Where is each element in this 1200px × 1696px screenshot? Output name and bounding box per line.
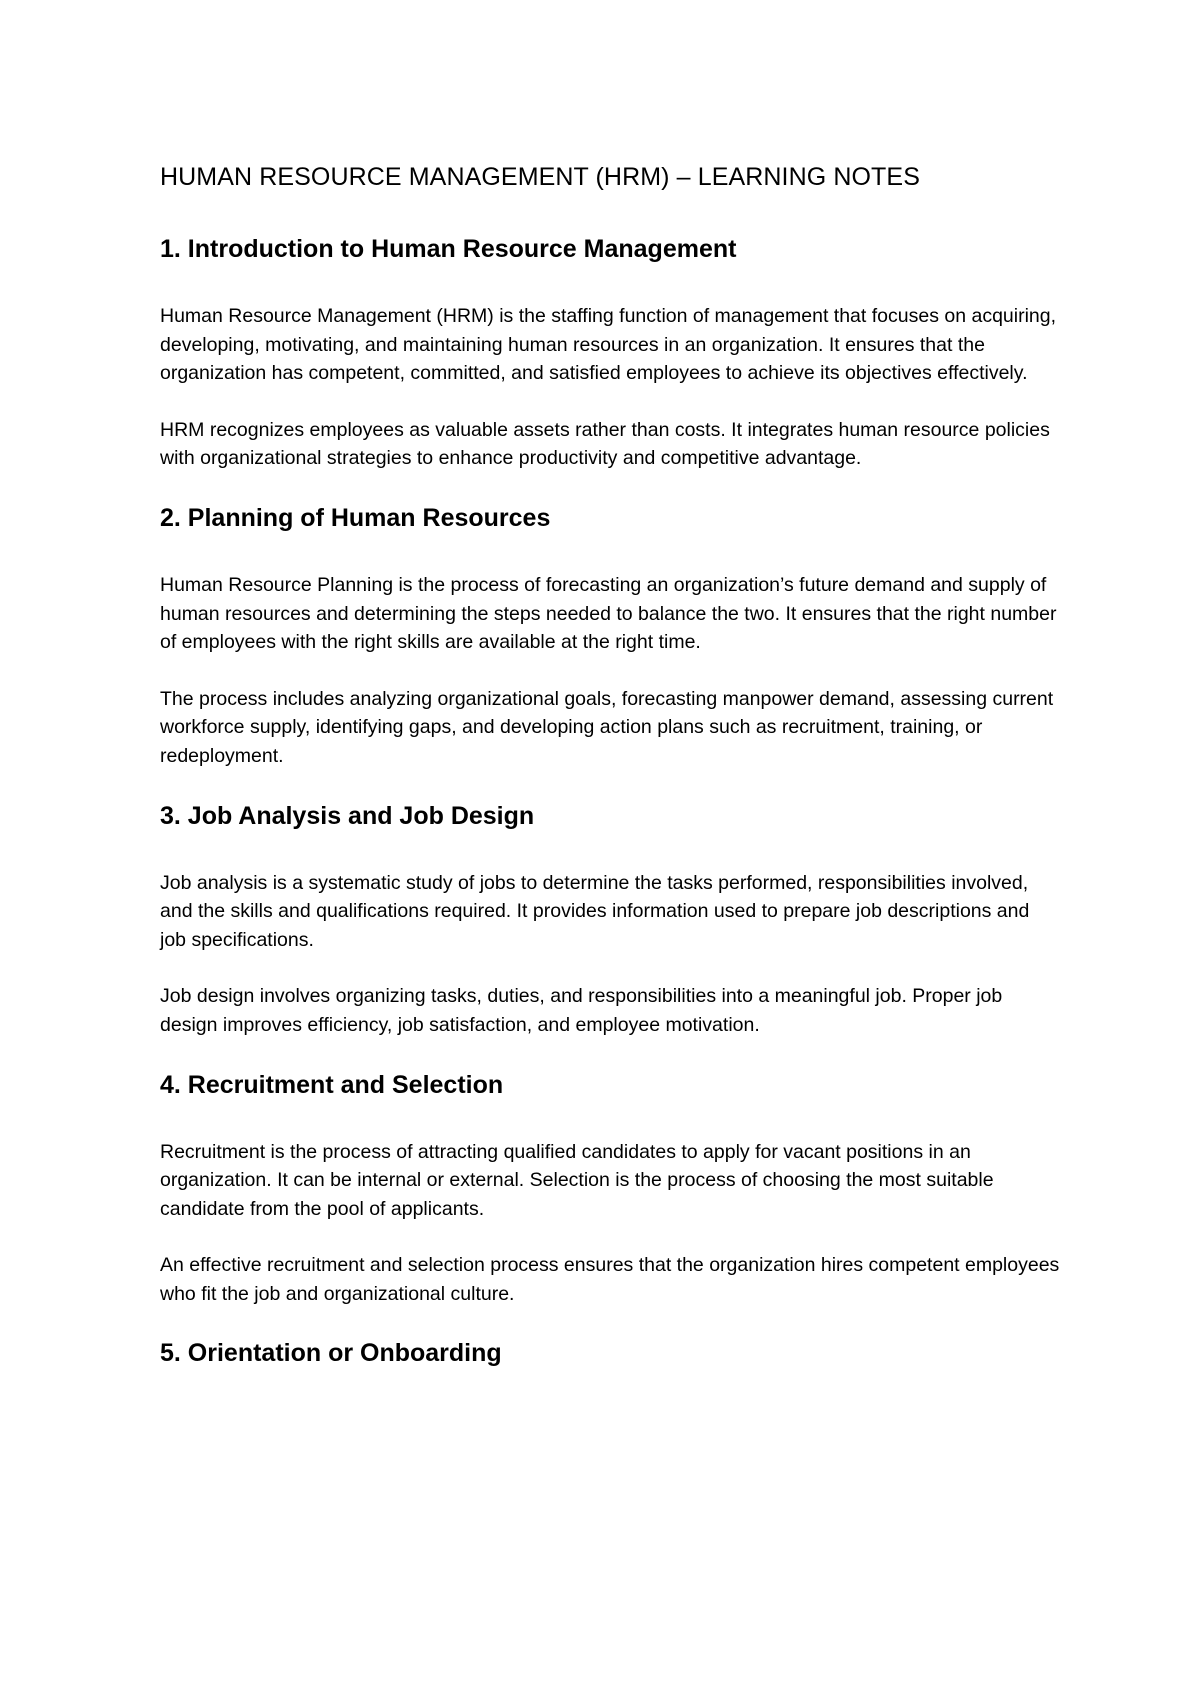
paragraph: Job analysis is a systematic study of jobs to determine the tasks performed, responsibilities involved, and the skills and qualifications required. It provides information used to prepare job descriptions and job specifications. bbox=[160, 871, 1030, 951]
paragraph: Recruitment is the process of attracting qualified candidates to apply for vacant positions in an organization. It can be internal or external. Selection is the process of choosing the most suitable candidate from the pool of applicants. bbox=[160, 1140, 994, 1220]
document-title: HUMAN RESOURCE MANAGEMENT (HRM) – LEARNING NOTES bbox=[160, 163, 920, 191]
section-heading-orientation: 5. Orientation or Onboarding bbox=[160, 1339, 502, 1368]
section-heading-planning: 2. Planning of Human Resources bbox=[160, 503, 551, 532]
section-heading-job-analysis: 3. Job Analysis and Job Design bbox=[160, 801, 535, 830]
section-heading-recruitment: 4. Recruitment and Selection bbox=[160, 1070, 504, 1099]
paragraph: HRM recognizes employees as valuable assets rather than costs. It integrates human resource policies with organizational strategies to enhance productivity and competitive advantage. bbox=[160, 418, 1050, 470]
section-heading-introduction: 1. Introduction to Human Resource Management bbox=[160, 235, 737, 263]
paragraph: Job design involves organizing tasks, duties, and responsibilities into a meaningful job. Proper job design improves efficiency, job satisfaction, and employee motivation. bbox=[160, 985, 1003, 1036]
paragraph: Human Resource Planning is the process of forecasting an organization’s future demand and supply of human resources and determining the steps needed to balance the two. It ensures that the right number of employees with the right skills are available at the right time. bbox=[160, 573, 1057, 654]
paragraph: An effective recruitment and selection process ensures that the organization hires competent employees who fit the job and organizational culture. bbox=[160, 1254, 1060, 1305]
paragraph: Human Resource Management (HRM) is the staffing function of management that focuses on acquiring, developing, motivating, and maintaining human resources in an organization. It ensures that the organization has competent, committed, and satisfied employees to achieve its objectives effectively. bbox=[160, 305, 1057, 385]
paragraph: The process includes analyzing organizational goals, forecasting manpower demand, assessing current workforce supply, identifying gaps, and developing action plans such as recruitment, training, or redeployment. bbox=[160, 687, 1054, 767]
document-page bbox=[160, 160, 1060, 1370]
